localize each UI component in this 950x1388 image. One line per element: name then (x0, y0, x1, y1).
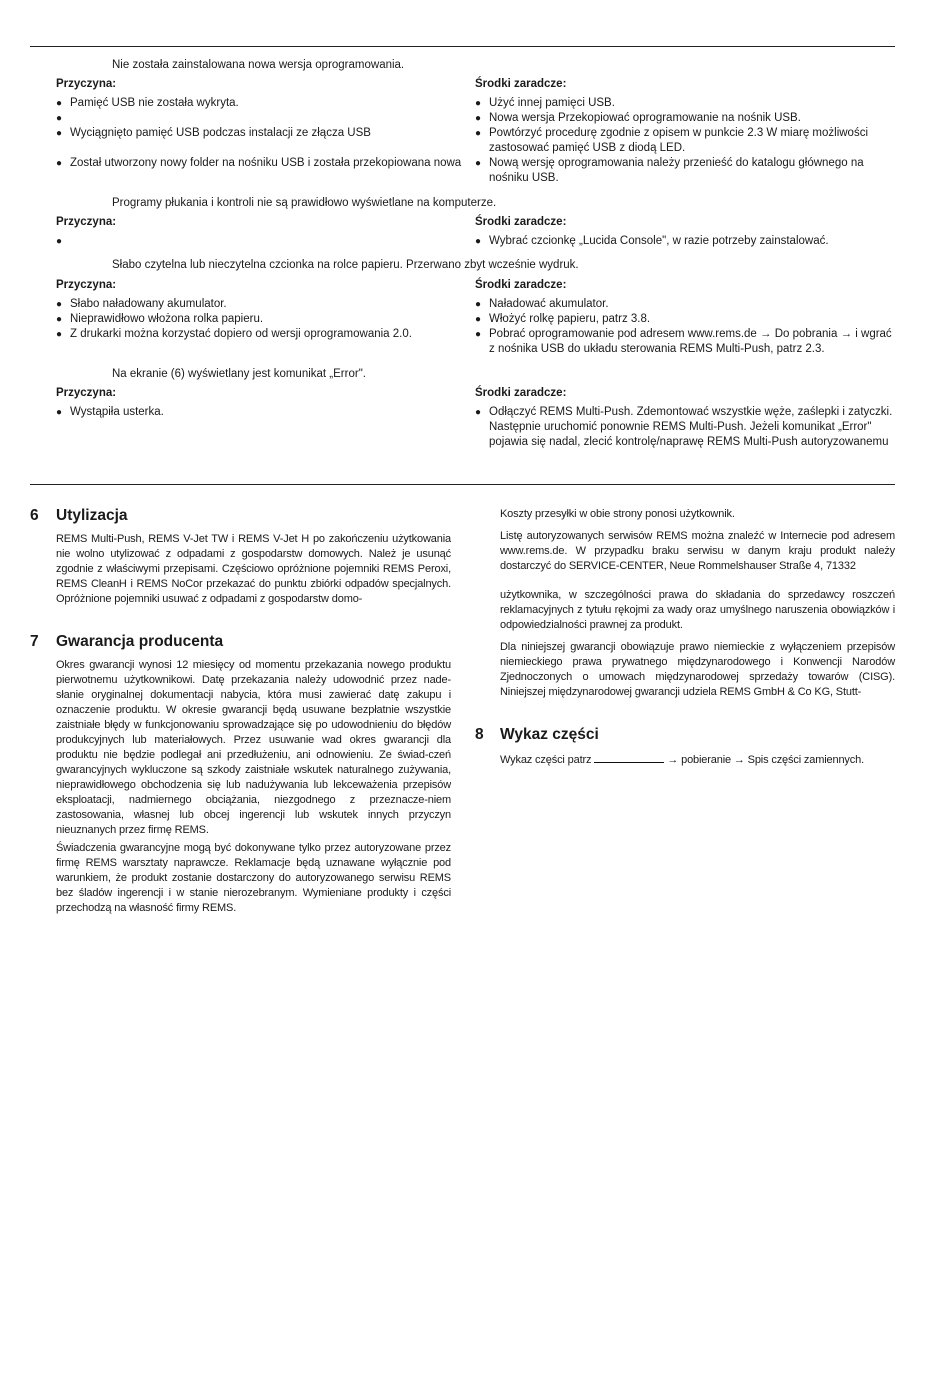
remedy-item: ● Wybrać czcionkę „Lucida Console", w razie potrzeby zainstalować. (475, 235, 829, 247)
fault-title: Na ekranie (6) wyświetlany jest komunikat „Error". (112, 368, 366, 380)
bullet-icon: ● (475, 236, 482, 247)
bullet-icon: ● (56, 299, 63, 310)
section-title: Gwarancja producenta (56, 633, 224, 650)
bullet-icon: ● (475, 113, 482, 124)
cause-header: Przyczyna: (56, 216, 117, 228)
bullet-icon: ● (56, 128, 63, 139)
bullet-icon: ● (475, 98, 482, 109)
cause-item: ● Z drukarki można korzystać dopiero od wersji oprogramowania 2.0. (56, 328, 412, 340)
remedy-header: Środki zaradcze: (475, 78, 567, 90)
remedy-item: ● Naładować akumulator. (475, 298, 609, 310)
cause-item: ● Został utworzony nowy folder na nośniku USB i została przekopiowana nowa (56, 157, 462, 169)
bullet-icon: ● (475, 128, 482, 139)
cause-item: ● Słabo naładowany akumulator. (56, 298, 227, 310)
fault-title: Programy płukania i kontroli nie są prawidłowo wyświetlane na komputerze. (112, 197, 497, 209)
bullet-icon: ● (56, 407, 63, 418)
remedy-header: Środki zaradcze: (475, 387, 567, 399)
bullet-icon: ● (56, 98, 63, 109)
cause-header: Przyczyna: (56, 387, 117, 399)
paragraph: Koszty przesyłki w obie strony ponosi użytkownik. (500, 508, 735, 520)
paragraph: REMS Multi-Push, REMS V-Jet TW i REMS V-Jet H po zakończeniu użytkowania nie wolno utylizować z odpadami z gospodarstw domowych. Należ je usunąć zgodnie z właściwymi przepisami. Częściowo opróżnione pojemniki REMS Peroxi, REMS CleanH i REMS NoCor przekazać do punktu zbiórki odpadów specjalnych. Opróżnione pojemniki usuwać z odpadami z gospodarstw domo- (56, 533, 451, 605)
fault-title: Słabo czytelna lub nieczytelna czcionka na rolce papieru. Przerwano zbyt wcześnie wydruk. (112, 259, 579, 271)
remedy-item: ● Pobrać oprogramowanie pod adresem www.rems.de → Do pobrania → i wgrać z nośnika USB do układu sterowania REMS Multi-Push, patrz 2.3. (475, 328, 892, 355)
bullet-icon: ● (56, 329, 63, 340)
bullet-icon: ● (56, 158, 63, 169)
paragraph: Okres gwarancji wynosi 12 miesięcy od momentu przekazania nowego produktu pierwotnemu użytkownikowi. Datę przekazania należy udowodnić przez nade-słanie oryginalnej dokumentacji nabycia, która musi zawierać datę zakupu i oznaczenie produktu. W okresie gwarancji będą usuwane bezpłatnie wszystkie zaistniałe błędy w funkcjonowaniu sprowadzające się po udowodnieniu do błędów produkcyjnych lub materiałowych. Przez usuwanie wad okres gwarancji dla produktu nie będzie podlegał ani przedłużeniu, ani odnowieniu. Ze świad-czeń gwarancyjnych wykluczone są szkody zaistniałe wskutek naturalnego zużywania, nieprawidłowego obchodzenia się lub nadużywania lub lekceważenia przepisów eksploatacji, nadmiernego obciążania, niezgodnego z przeznacze-niem zastosowania, własnej lub obcej ingerencji lub wskutek innych przyczyn nieuznanych przez firmę REMS. (56, 659, 451, 836)
bullet-icon: ● (56, 314, 63, 325)
remedy-item: ● Włożyć rolkę papieru, patrz 3.8. (475, 313, 651, 325)
paragraph: Świadczenia gwarancyjne mogą być dokonywane tylko przez autoryzowane przez firmę REMS warsztaty naprawcze. Reklamacje będą uznawane wyłącznie pod warunkiem, że produkt zostanie dostarczony do autoryzowanego serwisu REMS bez śladów ingerencji i w stanie nierozebranym. Wymieniane produkty i części przechodzą na własność firmy REMS. (56, 842, 451, 914)
bullet-icon: ● (56, 113, 63, 124)
section-number: 6 (30, 507, 39, 524)
bullet-icon: ● (475, 299, 482, 310)
bullet-icon: ● (475, 314, 482, 325)
remedy-item: ● Odłączyć REMS Multi-Push. Zdemontować wszystkie węże, zaślepki i zatyczki. Następnie uruchomić ponownie REMS Multi-Push. Jeżeli komunikat „Error" pojawia się nadal, zlecić kontrolę/naprawę REMS Multi-Push autoryzowanemu (475, 406, 893, 448)
bullet-icon: ● (475, 407, 482, 418)
paragraph: Listę autoryzowanych serwisów REMS można znaleźć w Internecie pod adresem www.rems.de. W przypadku braku serwisu w danym kraju produkt należy dostarczyć do SERVICE-CENTER, Neue Rommelshauser Straße 4, 71332 (500, 530, 895, 572)
remedy-header: Środki zaradcze: (475, 216, 567, 228)
parts-list-text: Wykaz części patrz → pobieranie → Spis części zamiennych. (500, 751, 920, 768)
remedy-item: ● Użyć innej pamięci USB. (475, 97, 615, 109)
bullet-icon: ● (475, 329, 482, 340)
section-divider (30, 484, 895, 485)
cause-header: Przyczyna: (56, 279, 117, 291)
bullet-icon: ● (56, 236, 63, 247)
cause-item: ● Wystąpiła usterka. (56, 406, 164, 418)
section-title: Utylizacja (56, 507, 128, 524)
fault-title: Nie została zainstalowana nowa wersja oprogramowania. (112, 59, 405, 71)
remedy-header: Środki zaradcze: (475, 279, 567, 291)
paragraph: użytkownika, w szczególności prawa do składania do sprzedawcy roszczeń reklamacyjnych z tytułu rękojmi za wady oraz umyślnego naruszenia obowiązków i odpowiedzialności prawnej za produkt. (500, 589, 895, 631)
remedy-item: ● Nowa wersja Przekopiować oprogramowanie na nośnik USB. (475, 112, 801, 124)
paragraph: Dla niniejszej gwarancji obowiązuje prawo niemieckie z wyłączeniem przepisów niemieckiego prawa prywatnego międzynarodowego i Konwencji Narodów Zjednoczonych o umowach międzynarodowej sprzedaży towarów (CISG). Niniejszej międzynarodowej gwarancji udziela REMS GmbH & Co KG, Stutt- (500, 641, 895, 698)
section-number: 7 (30, 633, 39, 650)
blank-link-placeholder (594, 751, 664, 763)
cause-item: ● Nieprawidłowo włożona rolka papieru. (56, 313, 264, 325)
bullet-icon: ● (475, 158, 482, 169)
remedy-item: ● Nową wersję oprogramowania należy przenieść do katalogu głównego na nośniku USB. (475, 157, 864, 184)
cause-item: ● Pamięć USB nie została wykryta. (56, 97, 239, 109)
top-divider (30, 46, 895, 47)
remedy-item: ● Powtórzyć procedurę zgodnie z opisem w punkcie 2.3 W miarę możliwości zastosować pamięć USB z diodą LED. (475, 127, 869, 154)
cause-item: ● Wyciągnięto pamięć USB podczas instalacji ze złącza USB (56, 127, 371, 139)
section-number: 8 (475, 726, 484, 743)
cause-header: Przyczyna: (56, 78, 117, 90)
section-title: Wykaz części (500, 726, 599, 743)
